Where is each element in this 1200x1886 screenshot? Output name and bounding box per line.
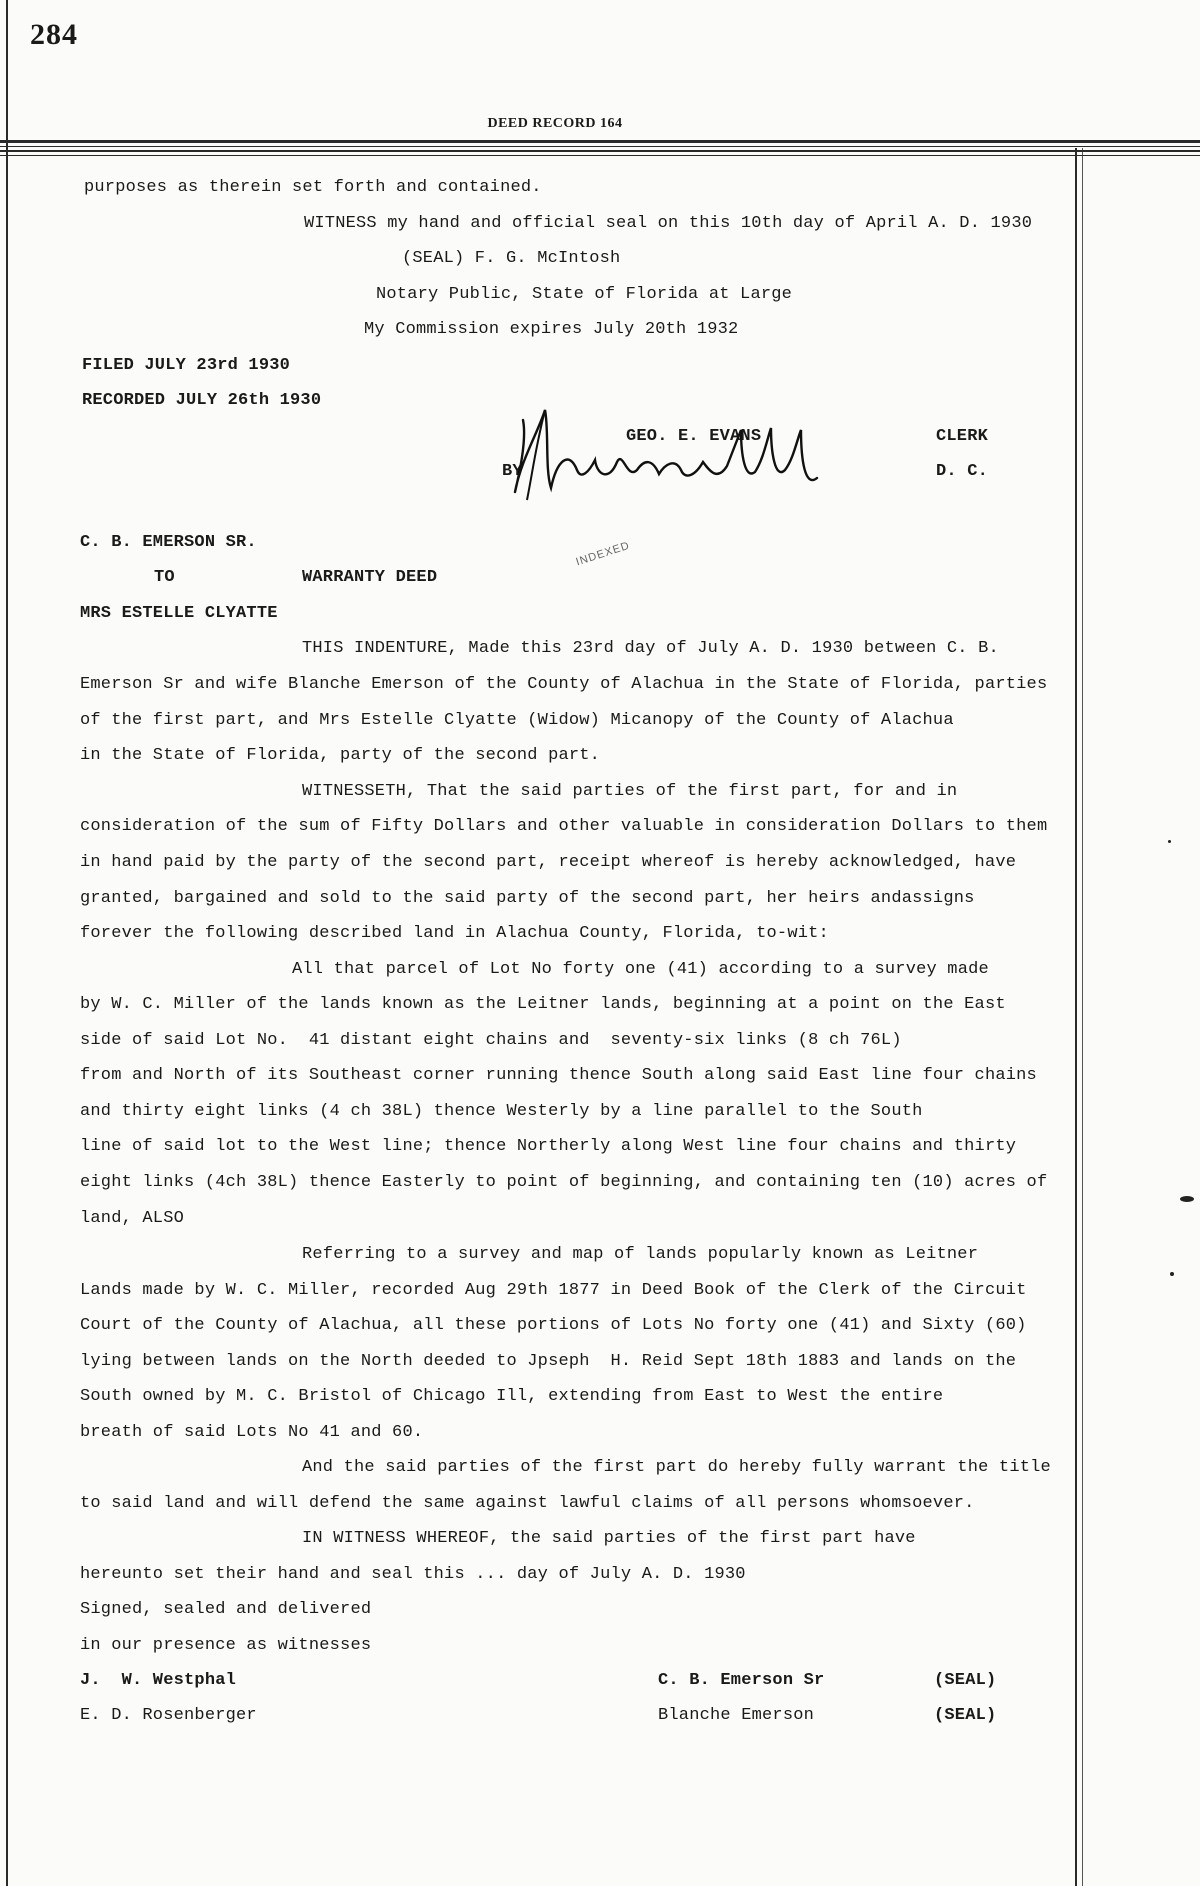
seal-label: (SEAL) — [934, 1671, 997, 1690]
grantor-signature: C. B. Emerson Sr — [658, 1671, 825, 1690]
text-line: granted, bargained and sold to the said party of the second part, her heirs andassigns — [80, 889, 975, 908]
scan-speck — [1180, 1196, 1194, 1202]
text-line: South owned by M. C. Bristol of Chicago Ill, extending from East to West the entire — [80, 1387, 944, 1406]
text-line: Court of the County of Alachua, all these portions of Lots No forty one (41) and Sixty (60) — [80, 1316, 1027, 1335]
left-page-edge — [6, 0, 8, 1886]
text-line: line of said lot to the West line; thence Northerly along West line four chains and thirty — [80, 1137, 1017, 1156]
deed-type: WARRANTY DEED — [302, 568, 438, 587]
witness-name: J. W. Westphal — [80, 1671, 237, 1690]
text-line: side of said Lot No. 41 distant eight chains and seventy-six links (8 ch 76L) — [80, 1031, 902, 1050]
text-line: WITNESS my hand and official seal on this 10th day of April A. D. 1930 — [304, 214, 1033, 233]
clerk-name: GEO. E. EVANS — [626, 427, 762, 446]
handwritten-signature — [505, 400, 825, 510]
text-line: WITNESSETH, That the said parties of the first part, for and in — [302, 782, 958, 801]
text-line: And the said parties of the first part do hereby fully warrant the title — [302, 1458, 1051, 1477]
witness-name: E. D. Rosenberger — [80, 1706, 257, 1725]
right-margin-rule-inner — [1082, 148, 1083, 1886]
header-rule — [0, 150, 1200, 152]
text-line: Emerson Sr and wife Blanche Emerson of the County of Alachua in the State of Florida, parties — [80, 675, 1048, 694]
grantor-name: C. B. EMERSON SR. — [80, 533, 257, 552]
recorded-date: RECORDED JULY 26th 1930 — [82, 391, 322, 410]
text-line: from and North of its Southeast corner running thence South along said East line four chains — [80, 1066, 1037, 1085]
text-line: Signed, sealed and delivered — [80, 1600, 372, 1619]
text-line: of the first part, and Mrs Estelle Clyatte (Widow) Micanopy of the County of Alachua — [80, 711, 954, 730]
text-line: All that parcel of Lot No forty one (41) according to a survey made — [292, 960, 989, 979]
text-line: Referring to a survey and map of lands popularly known as Leitner — [302, 1245, 979, 1264]
by-label: BY — [502, 462, 523, 481]
indexed-stamp: INDEXED — [574, 539, 632, 569]
text-line: eight links (4ch 38L) thence Easterly to point of beginning, and containing ten (10) acres of — [80, 1173, 1048, 1192]
scan-speck — [1170, 1272, 1174, 1276]
text-line: hereunto set their hand and seal this ... day of July A. D. 1930 — [80, 1565, 746, 1584]
deputy-clerk-label: D. C. — [936, 462, 989, 481]
header-rule — [0, 155, 1200, 156]
text-line: (SEAL) F. G. McIntosh — [402, 249, 621, 268]
page-number: 284 — [30, 18, 78, 51]
scan-speck — [1168, 840, 1171, 843]
text-line: IN WITNESS WHEREOF, the said parties of the first part have — [302, 1529, 916, 1548]
clerk-title: CLERK — [936, 427, 989, 446]
text-line: My Commission expires July 20th 1932 — [364, 320, 739, 339]
filed-date: FILED JULY 23rd 1930 — [82, 356, 291, 375]
text-line: breath of said Lots No 41 and 60. — [80, 1423, 424, 1442]
text-line: and thirty eight links (4 ch 38L) thence Westerly by a line parallel to the South — [80, 1102, 923, 1121]
grantor-signature: Blanche Emerson — [658, 1706, 815, 1725]
text-line: in the State of Florida, party of the second part. — [80, 746, 601, 765]
text-line: THIS INDENTURE, Made this 23rd day of July A. D. 1930 between C. B. — [302, 639, 999, 658]
header-rule — [0, 146, 1200, 147]
grantee-name: MRS ESTELLE CLYATTE — [80, 604, 278, 623]
text-line: Notary Public, State of Florida at Large — [376, 285, 793, 304]
text-line: consideration of the sum of Fifty Dollars and other valuable in consideration Dollars to them — [80, 817, 1048, 836]
text-line: in our presence as witnesses — [80, 1636, 372, 1655]
seal-label: (SEAL) — [934, 1706, 997, 1725]
text-line: in hand paid by the party of the second part, receipt whereof is hereby acknowledged, have — [80, 853, 1017, 872]
text-line: to said land and will defend the same against lawful claims of all persons whomsoever. — [80, 1494, 975, 1513]
header-title: DEED RECORD 164 — [487, 116, 623, 131]
header-rule — [0, 140, 1200, 143]
to-label: TO — [154, 568, 175, 587]
text-line: forever the following described land in Alachua County, Florida, to-wit: — [80, 924, 829, 943]
text-line: purposes as therein set forth and contained. — [84, 178, 542, 197]
right-margin-rule — [1075, 148, 1077, 1886]
text-line: lying between lands on the North deeded to Jpseph H. Reid Sept 18th 1883 and lands on the — [80, 1352, 1017, 1371]
text-line: by W. C. Miller of the lands known as the Leitner lands, beginning at a point on the East — [80, 995, 1006, 1014]
text-line: Lands made by W. C. Miller, recorded Aug 29th 1877 in Deed Book of the Clerk of the Circuit — [80, 1281, 1027, 1300]
text-line: land, ALSO — [80, 1209, 185, 1228]
